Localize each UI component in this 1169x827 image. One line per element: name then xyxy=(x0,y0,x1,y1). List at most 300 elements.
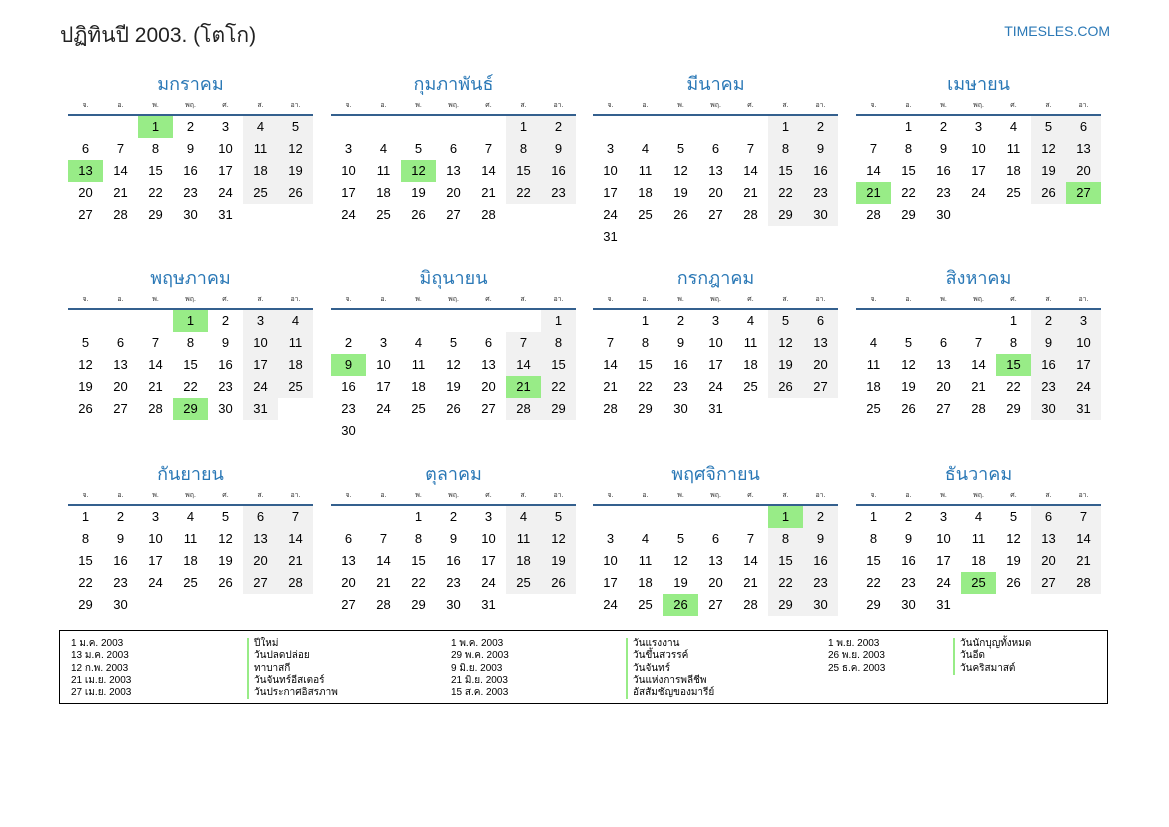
day-cell: 9 xyxy=(939,141,948,156)
day-cell: 12 xyxy=(901,357,916,372)
day-cell: 20 xyxy=(1066,160,1101,182)
empty-cell xyxy=(663,116,698,138)
day-cell: 11 xyxy=(866,357,881,372)
day-cell: 29 xyxy=(411,597,426,612)
day-cell: 7 xyxy=(974,335,983,350)
holiday-day-cell: 29 xyxy=(173,398,208,420)
day-cell: 18 xyxy=(971,553,986,568)
holiday-name: วันขึ้นสวรรค์ xyxy=(626,650,714,662)
day-cell: 20 xyxy=(243,550,278,572)
day-cell: 21 xyxy=(278,550,313,572)
weekday-label: พฤ. xyxy=(710,492,721,499)
day-cell: 10 xyxy=(708,335,723,350)
day-cell: 3 xyxy=(1066,310,1101,332)
day-cell: 21 xyxy=(971,379,986,394)
day-cell: 21 xyxy=(603,379,618,394)
day-cell: 5 xyxy=(768,310,803,332)
holiday-name-column xyxy=(247,638,338,699)
day-cell: 13 xyxy=(1066,138,1101,160)
day-cell: 30 xyxy=(673,401,688,416)
weekday-label: อา. xyxy=(553,102,564,109)
day-cell: 17 xyxy=(603,185,618,200)
empty-cell xyxy=(138,310,173,332)
day-cell: 4 xyxy=(1009,119,1018,134)
day-cell: 26 xyxy=(768,376,803,398)
day-cell: 17 xyxy=(218,163,233,178)
weekday-label: จ. xyxy=(345,102,352,109)
day-cell: 8 xyxy=(414,531,423,546)
weekday-label: ส. xyxy=(1045,492,1052,499)
month-name: กันยายน xyxy=(157,464,224,484)
month-name: ตุลาคม xyxy=(425,464,482,484)
day-cell: 7 xyxy=(484,141,493,156)
day-cell: 31 xyxy=(936,597,951,612)
weekday-label: อา. xyxy=(553,296,564,303)
day-cell: 17 xyxy=(376,379,391,394)
day-cell: 28 xyxy=(113,207,128,222)
day-cell: 12 xyxy=(278,138,313,160)
day-cell: 4 xyxy=(278,310,313,332)
day-cell: 31 xyxy=(708,401,723,416)
day-cell: 25 xyxy=(638,597,653,612)
day-cell: 7 xyxy=(116,141,125,156)
weekday-label: พ. xyxy=(940,492,947,499)
holiday-name: วันปลดปล่อย xyxy=(247,650,338,662)
day-cell: 6 xyxy=(711,531,720,546)
day-cell: 20 xyxy=(708,575,723,590)
day-cell: 19 xyxy=(218,553,233,568)
day-cell: 8 xyxy=(186,335,195,350)
weekday-label: ศ. xyxy=(485,296,492,303)
day-cell: 21 xyxy=(148,379,163,394)
day-cell: 23 xyxy=(1031,376,1066,398)
holiday-day-cell: 1 xyxy=(768,506,803,528)
day-cell: 30 xyxy=(341,423,356,438)
day-cell: 20 xyxy=(481,379,496,394)
day-cell: 11 xyxy=(278,332,313,354)
day-cell: 27 xyxy=(113,401,128,416)
weekday-label: ส. xyxy=(520,492,527,499)
site-link[interactable]: TIMESLES.COM xyxy=(1004,23,1110,39)
empty-cell xyxy=(331,310,366,332)
day-cell: 13 xyxy=(936,357,951,372)
day-cell: 5 xyxy=(541,506,576,528)
holiday-date: 27 เม.ย. 2003 xyxy=(71,687,132,699)
empty-cell xyxy=(401,116,436,138)
day-cell: 1 xyxy=(768,116,803,138)
weekday-label: อ. xyxy=(905,296,912,303)
day-cell: 8 xyxy=(768,138,803,160)
weekday-label: ศ. xyxy=(747,296,754,303)
holiday-day-cell: 13 xyxy=(68,160,103,182)
day-cell: 27 xyxy=(1031,572,1066,594)
day-cell: 23 xyxy=(803,572,838,594)
day-cell: 21 xyxy=(1066,550,1101,572)
day-cell: 7 xyxy=(606,335,615,350)
day-cell: 29 xyxy=(78,597,93,612)
day-cell: 17 xyxy=(603,575,618,590)
holiday-date: 13 ม.ค. 2003 xyxy=(71,650,129,662)
day-cell: 26 xyxy=(218,575,233,590)
month-calendar xyxy=(68,460,313,616)
day-cell: 17 xyxy=(708,357,723,372)
day-cell: 22 xyxy=(768,182,803,204)
day-cell: 22 xyxy=(768,572,803,594)
day-cell: 14 xyxy=(743,163,758,178)
day-cell: 27 xyxy=(803,376,838,398)
weekday-label: จ. xyxy=(607,102,614,109)
weekday-header xyxy=(68,98,313,116)
day-cell: 24 xyxy=(708,379,723,394)
day-cell: 27 xyxy=(78,207,93,222)
weekday-label: จ. xyxy=(345,296,352,303)
day-cell: 6 xyxy=(81,141,90,156)
day-cell: 19 xyxy=(673,575,688,590)
day-grid xyxy=(331,506,576,616)
day-cell: 12 xyxy=(1031,138,1066,160)
day-cell: 25 xyxy=(278,376,313,398)
holiday-date: 21 มิ.ย. 2003 xyxy=(451,674,508,686)
day-cell: 6 xyxy=(484,335,493,350)
weekday-header xyxy=(68,488,313,506)
weekday-label: อา. xyxy=(553,492,564,499)
day-cell: 5 xyxy=(676,531,685,546)
month-calendar xyxy=(856,70,1101,226)
empty-cell xyxy=(366,116,401,138)
day-cell: 15 xyxy=(411,553,426,568)
day-cell: 6 xyxy=(939,335,948,350)
day-cell: 23 xyxy=(446,575,461,590)
day-cell: 1 xyxy=(641,313,650,328)
day-cell: 2 xyxy=(939,119,948,134)
day-cell: 8 xyxy=(768,528,803,550)
empty-cell xyxy=(593,116,628,138)
day-cell: 7 xyxy=(278,506,313,528)
day-cell: 27 xyxy=(708,207,723,222)
day-cell: 26 xyxy=(446,401,461,416)
day-cell: 21 xyxy=(113,185,128,200)
day-cell: 8 xyxy=(904,141,913,156)
day-cell: 2 xyxy=(221,313,230,328)
day-cell: 30 xyxy=(901,597,916,612)
day-cell: 12 xyxy=(218,531,233,546)
day-cell: 26 xyxy=(78,401,93,416)
day-cell: 21 xyxy=(743,575,758,590)
day-cell: 10 xyxy=(481,531,496,546)
day-cell: 29 xyxy=(1006,401,1021,416)
day-cell: 10 xyxy=(603,553,618,568)
day-cell: 26 xyxy=(541,572,576,594)
weekday-label: พ. xyxy=(152,102,159,109)
month-calendar xyxy=(593,460,838,616)
day-cell: 16 xyxy=(803,550,838,572)
weekday-label: อา. xyxy=(290,296,301,303)
weekday-header xyxy=(856,292,1101,310)
day-grid xyxy=(856,116,1101,226)
holiday-day-cell: 12 xyxy=(401,160,436,182)
day-cell: 30 xyxy=(803,204,838,226)
month-calendar xyxy=(331,264,576,442)
day-cell: 31 xyxy=(603,229,618,244)
day-cell: 1 xyxy=(904,119,913,134)
day-cell: 9 xyxy=(803,528,838,550)
day-cell: 27 xyxy=(243,572,278,594)
holiday-name: วันจันทร์ xyxy=(626,663,714,675)
weekday-label: ศ. xyxy=(747,102,754,109)
day-cell: 28 xyxy=(376,597,391,612)
day-cell: 25 xyxy=(243,182,278,204)
weekday-label: พ. xyxy=(152,296,159,303)
day-cell: 19 xyxy=(901,379,916,394)
day-cell: 11 xyxy=(638,553,653,568)
day-cell: 30 xyxy=(113,597,128,612)
day-cell: 11 xyxy=(743,335,758,350)
day-cell: 9 xyxy=(1031,332,1066,354)
day-cell: 3 xyxy=(939,509,948,524)
day-cell: 1 xyxy=(541,310,576,332)
weekday-header xyxy=(593,292,838,310)
day-cell: 18 xyxy=(243,160,278,182)
month-calendar xyxy=(68,264,313,420)
empty-cell xyxy=(628,506,663,528)
day-cell: 24 xyxy=(481,575,496,590)
day-cell: 2 xyxy=(1031,310,1066,332)
day-cell: 28 xyxy=(743,597,758,612)
holiday-day-cell: 25 xyxy=(961,572,996,594)
day-cell: 19 xyxy=(768,354,803,376)
empty-cell xyxy=(103,116,138,138)
day-cell: 23 xyxy=(541,182,576,204)
month-calendar xyxy=(856,264,1101,420)
month-name: ธันวาคม xyxy=(944,464,1013,484)
day-cell: 3 xyxy=(711,313,720,328)
weekday-label: ศ. xyxy=(222,102,229,109)
day-cell: 6 xyxy=(711,141,720,156)
day-cell: 3 xyxy=(606,141,615,156)
weekday-label: อ. xyxy=(642,102,649,109)
day-cell: 11 xyxy=(506,528,541,550)
day-cell: 12 xyxy=(78,357,93,372)
empty-cell xyxy=(698,506,733,528)
day-cell: 2 xyxy=(541,116,576,138)
weekday-label: ส. xyxy=(782,296,789,303)
day-cell: 7 xyxy=(506,332,541,354)
day-cell: 5 xyxy=(221,509,230,524)
day-cell: 26 xyxy=(1031,182,1066,204)
day-cell: 24 xyxy=(376,401,391,416)
day-grid xyxy=(68,310,313,420)
day-cell: 15 xyxy=(78,553,93,568)
day-cell: 1 xyxy=(506,116,541,138)
day-grid xyxy=(331,310,576,442)
month-name: พฤศจิกายน xyxy=(671,464,760,484)
day-cell: 13 xyxy=(481,357,496,372)
weekday-label: อ. xyxy=(380,492,387,499)
holiday-name-column xyxy=(953,638,1031,675)
empty-cell xyxy=(733,506,768,528)
day-cell: 4 xyxy=(641,141,650,156)
month-calendar xyxy=(68,70,313,226)
weekday-header xyxy=(331,488,576,506)
empty-cell xyxy=(733,116,768,138)
day-cell: 19 xyxy=(411,185,426,200)
day-cell: 12 xyxy=(1006,531,1021,546)
day-cell: 5 xyxy=(414,141,423,156)
day-cell: 13 xyxy=(113,357,128,372)
weekday-label: อ. xyxy=(380,102,387,109)
day-cell: 12 xyxy=(768,332,803,354)
day-cell: 25 xyxy=(183,575,198,590)
day-cell: 19 xyxy=(673,185,688,200)
empty-cell xyxy=(471,116,506,138)
day-cell: 16 xyxy=(541,160,576,182)
holiday-list xyxy=(59,630,1108,704)
day-cell: 11 xyxy=(1006,141,1021,156)
holiday-name: วันจันทร์อีสเตอร์ xyxy=(247,675,338,687)
weekday-label: พ. xyxy=(415,492,422,499)
day-cell: 2 xyxy=(116,509,125,524)
day-cell: 13 xyxy=(341,553,356,568)
day-cell: 31 xyxy=(218,207,233,222)
day-cell: 30 xyxy=(446,597,461,612)
holiday-date: 29 พ.ค. 2003 xyxy=(451,650,509,662)
weekday-header xyxy=(856,488,1101,506)
day-cell: 18 xyxy=(743,357,758,372)
day-cell: 3 xyxy=(606,531,615,546)
day-cell: 3 xyxy=(221,119,230,134)
day-cell: 14 xyxy=(1066,528,1101,550)
day-cell: 14 xyxy=(113,163,128,178)
day-cell: 28 xyxy=(1066,572,1101,594)
day-cell: 9 xyxy=(676,335,685,350)
day-cell: 26 xyxy=(278,182,313,204)
month-name: มิถุนายน xyxy=(419,268,488,288)
day-cell: 16 xyxy=(673,357,688,372)
weekday-label: อา. xyxy=(290,102,301,109)
day-cell: 16 xyxy=(341,379,356,394)
day-cell: 14 xyxy=(148,357,163,372)
day-cell: 5 xyxy=(904,335,913,350)
day-cell: 17 xyxy=(341,185,356,200)
day-cell: 28 xyxy=(278,572,313,594)
day-cell: 14 xyxy=(481,163,496,178)
day-cell: 29 xyxy=(638,401,653,416)
day-cell: 5 xyxy=(449,335,458,350)
day-cell: 10 xyxy=(218,141,233,156)
empty-cell xyxy=(698,116,733,138)
weekday-label: อ. xyxy=(905,492,912,499)
day-cell: 24 xyxy=(341,207,356,222)
day-cell: 23 xyxy=(113,575,128,590)
day-cell: 29 xyxy=(768,594,803,616)
day-cell: 29 xyxy=(866,597,881,612)
holiday-date: 1 พ.ค. 2003 xyxy=(451,638,504,649)
day-cell: 25 xyxy=(866,401,881,416)
day-cell: 20 xyxy=(113,379,128,394)
month-calendar xyxy=(593,70,838,248)
day-cell: 4 xyxy=(414,335,423,350)
day-cell: 30 xyxy=(218,401,233,416)
day-cell: 25 xyxy=(638,207,653,222)
day-cell: 16 xyxy=(1031,354,1066,376)
day-grid xyxy=(68,506,313,616)
day-grid xyxy=(593,310,838,420)
day-cell: 30 xyxy=(1031,398,1066,420)
day-cell: 12 xyxy=(446,357,461,372)
month-name: พฤษภาคม xyxy=(150,268,231,288)
day-grid xyxy=(593,506,838,616)
weekday-header xyxy=(68,292,313,310)
day-cell: 22 xyxy=(78,575,93,590)
day-cell: 22 xyxy=(1006,379,1021,394)
day-cell: 26 xyxy=(1006,575,1021,590)
month-calendar xyxy=(331,460,576,616)
day-cell: 1 xyxy=(1009,313,1018,328)
weekday-label: อา. xyxy=(815,492,826,499)
day-cell: 31 xyxy=(1066,398,1101,420)
day-cell: 6 xyxy=(1031,506,1066,528)
weekday-label: พฤ. xyxy=(448,492,459,499)
day-grid xyxy=(331,116,576,226)
day-cell: 13 xyxy=(446,163,461,178)
day-cell: 19 xyxy=(446,379,461,394)
holiday-date: 26 พ.ย. 2003 xyxy=(828,650,885,662)
weekday-label: ส. xyxy=(782,492,789,499)
day-cell: 6 xyxy=(344,531,353,546)
day-cell: 29 xyxy=(541,398,576,420)
empty-cell xyxy=(926,310,961,332)
day-cell: 9 xyxy=(186,141,195,156)
empty-cell xyxy=(506,310,541,332)
day-cell: 11 xyxy=(638,163,653,178)
day-cell: 6 xyxy=(243,506,278,528)
day-cell: 4 xyxy=(379,141,388,156)
day-cell: 3 xyxy=(344,141,353,156)
day-cell: 9 xyxy=(803,138,838,160)
day-cell: 10 xyxy=(936,531,951,546)
day-cell: 30 xyxy=(803,594,838,616)
day-cell: 22 xyxy=(638,379,653,394)
day-cell: 25 xyxy=(506,572,541,594)
day-grid xyxy=(856,310,1101,420)
day-cell: 14 xyxy=(376,553,391,568)
day-cell: 11 xyxy=(411,357,426,372)
weekday-label: จ. xyxy=(870,102,877,109)
month-name: กรกฎาคม xyxy=(676,268,755,288)
empty-cell xyxy=(471,310,506,332)
day-cell: 23 xyxy=(218,379,233,394)
day-cell: 16 xyxy=(113,553,128,568)
day-cell: 20 xyxy=(446,185,461,200)
day-cell: 8 xyxy=(81,531,90,546)
day-cell: 17 xyxy=(243,354,278,376)
holiday-day-cell: 26 xyxy=(663,594,698,616)
empty-cell xyxy=(891,310,926,332)
day-cell: 15 xyxy=(638,357,653,372)
weekday-label: อา. xyxy=(815,102,826,109)
day-cell: 27 xyxy=(446,207,461,222)
holiday-date: 25 ธ.ค. 2003 xyxy=(828,662,886,674)
day-cell: 8 xyxy=(151,141,160,156)
day-cell: 14 xyxy=(506,354,541,376)
weekday-label: พฤ. xyxy=(185,102,196,109)
day-cell: 3 xyxy=(151,509,160,524)
day-cell: 19 xyxy=(1006,553,1021,568)
day-cell: 14 xyxy=(278,528,313,550)
day-cell: 22 xyxy=(148,185,163,200)
month-calendar xyxy=(856,460,1101,616)
holiday-date-column xyxy=(451,638,509,699)
